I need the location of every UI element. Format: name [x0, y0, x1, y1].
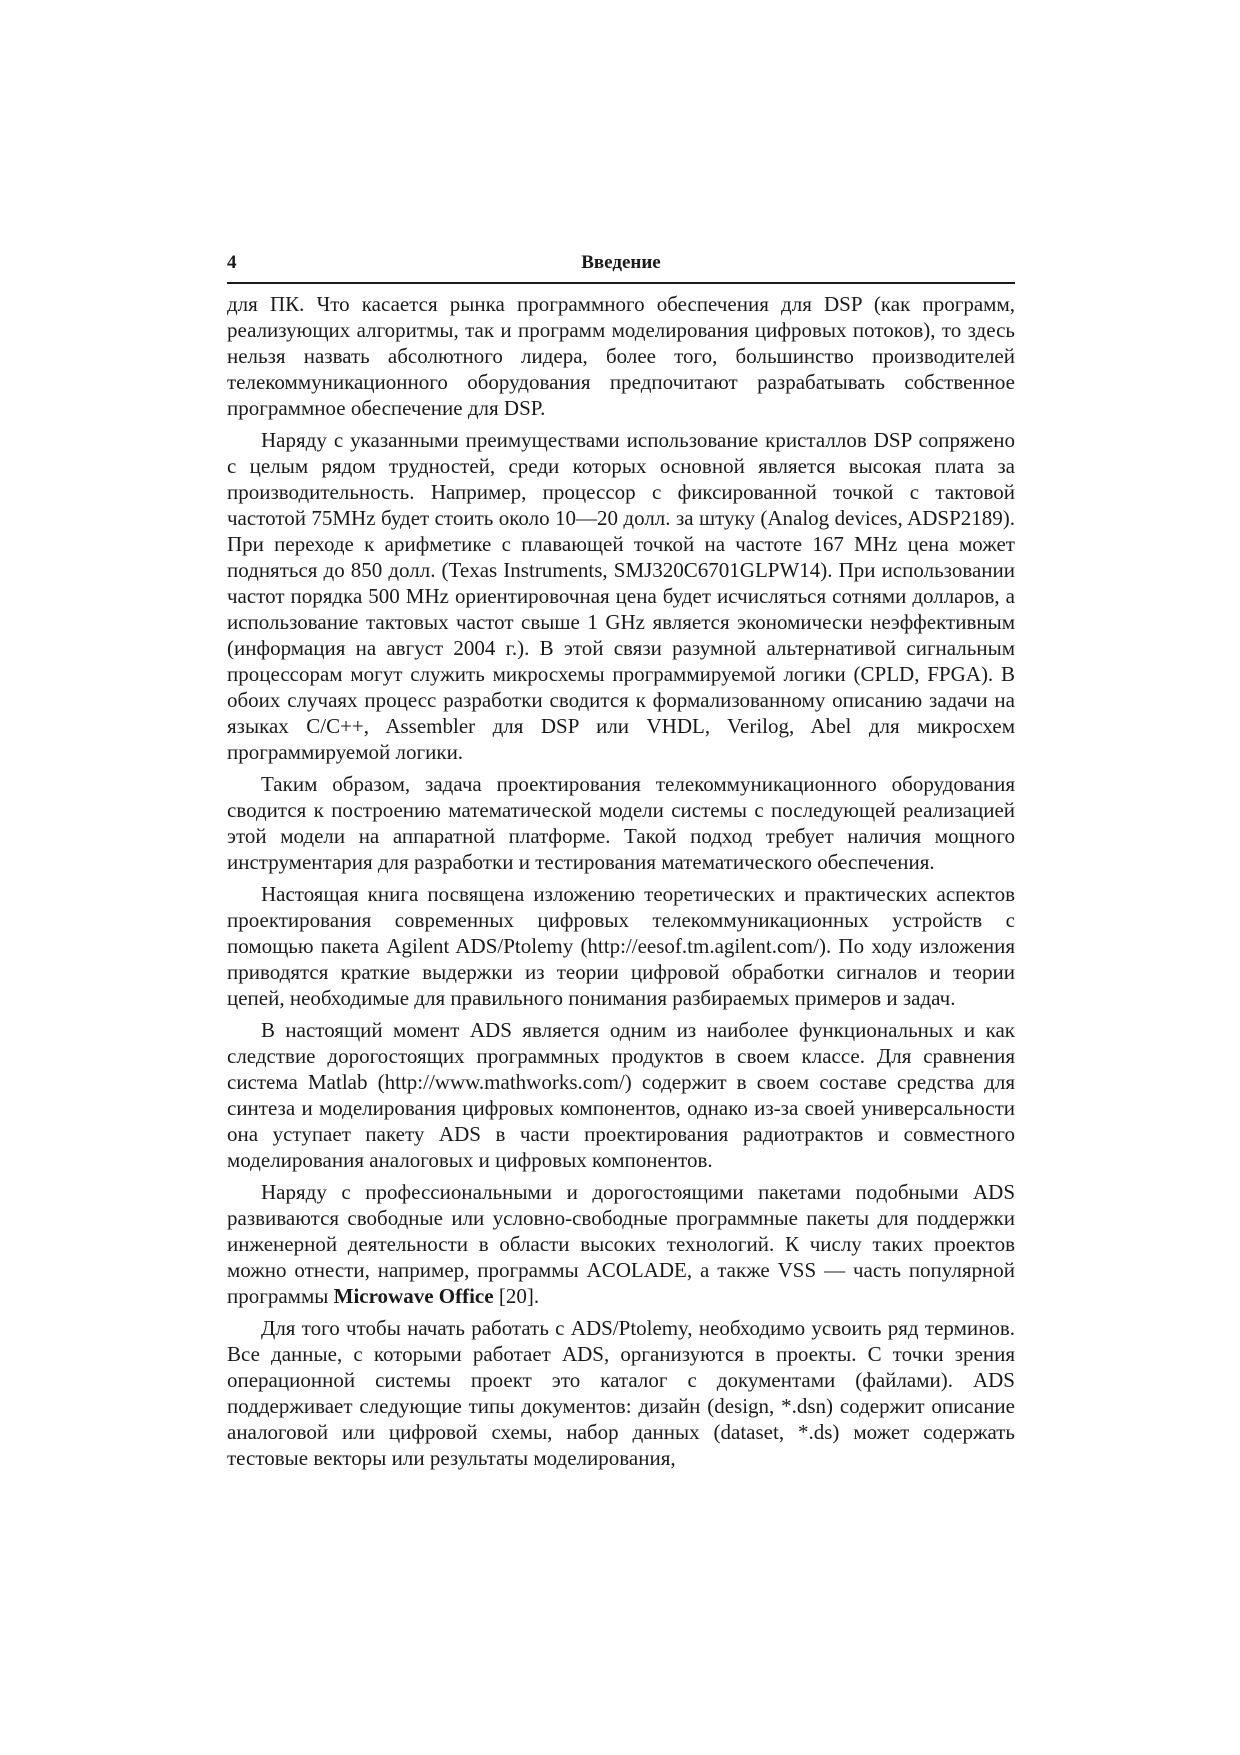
paragraph	[227, 771, 1015, 875]
body-text	[227, 291, 1015, 1471]
paragraph-text: В настоящий момент ADS является одним из наиболее функциональных и как следствие дорогостоящих программных продуктов в своем классе. Для сравнения система Matlab (http://www.mathworks.com/) содержит в своем составе средства для синтеза и моделирования цифровых компонентов, однако из-за своей универсальности она уступает пакету ADS в части проектирования радиотрактов и совместного моделирования аналоговых и цифровых компонентов.	[227, 1018, 1015, 1172]
paragraph-text: [20].	[493, 1284, 540, 1308]
paragraph	[227, 427, 1015, 765]
paragraph	[227, 1179, 1015, 1309]
paragraph	[227, 291, 1015, 421]
paragraph-text: Таким образом, задача проектирования телекоммуникационного оборудования сводится к построению математической модели системы с последующей реализацией этой модели на аппаратной платформе. Такой подход требует наличия мощного инструментария для разработки и тестирования математического обеспечения.	[227, 772, 1015, 874]
book-page	[227, 252, 1015, 1477]
paragraph-text: Наряду с указанными преимуществами использование кристаллов DSP сопряжено с целым рядом трудностей, среди которых основной является высокая плата за производительность. Например, процессор с фиксированной точкой с тактовой частотой 75MHz будет стоить около 10—20 долл. за штуку (Analog devices, ADSP2189). При переходе к арифметике с плавающей точкой на частоте 167 MHz цена может подняться до 850 долл. (Texas Instruments, SMJ320C6701GLPW14). При использовании частот порядка 500 MHz ориентировочная цена будет исчисляться сотнями долларов, а использование тактовых частот свыше 1 GHz является экономически неэффективным (информация на август 2004 г.). В этой связи разумной альтернативой сигнальным процессорам могут служить микросхемы программируемой логики (CPLD, FPGA). В обоих случаях процесс разработки сводится к формализованному описанию задачи на языках C/C++, Assembler для DSP или VHDL, Verilog, Abel для микросхем программируемой логики.	[227, 428, 1015, 764]
paragraph-text: Настоящая книга посвящена изложению теоретических и практических аспектов проектирования современных цифровых телекоммуникационных устройств с помощью пакета Agilent ADS/Ptolemy (http://eesof.tm.agilent.com/). По ходу изложения приводятся краткие выдержки из теории цифровой обработки сигналов и теории цепей, необходимые для правильного понимания разбираемых примеров и задач.	[227, 882, 1015, 1010]
paragraph	[227, 1315, 1015, 1471]
page-number: 4	[227, 252, 237, 273]
chapter-title: Введение	[581, 252, 661, 273]
paragraph-text: Для того чтобы начать работать с ADS/Ptolemy, необходимо усвоить ряд терминов. Все данные, с которыми работает ADS, организуются в проекты. С точки зрения операционной системы проект это каталог с документами (файлами). ADS поддерживает следующие типы документов: дизайн (design, *.dsn) содержит описание аналоговой или цифровой схемы, набор данных (dataset, *.ds) может содержать тестовые векторы или результаты моделирования,	[227, 1316, 1015, 1470]
paragraph	[227, 881, 1015, 1011]
running-header	[227, 252, 1015, 284]
paragraph-text: Наряду с профессиональными и дорогостоящими пакетами подобными ADS развиваются свободные или условно-свободные программные пакеты для поддержки инженерной деятельности в области высоких технологий. К числу таких проектов можно отнести, например, программы ACOLADE, а также VSS — часть популярной программы	[227, 1180, 1015, 1308]
program-name-emphasis: Microwave Office	[333, 1284, 494, 1308]
paragraph	[227, 1017, 1015, 1173]
paragraph-text: для ПК. Что касается рынка программного обеспечения для DSP (как программ, реализующих алгоритмы, так и программ моделирования цифровых потоков), то здесь нельзя назвать абсолютного лидера, более того, большинство производителей телекоммуникационного оборудования предпочитают разрабатывать собственное программное обеспечение для DSP.	[227, 292, 1015, 420]
